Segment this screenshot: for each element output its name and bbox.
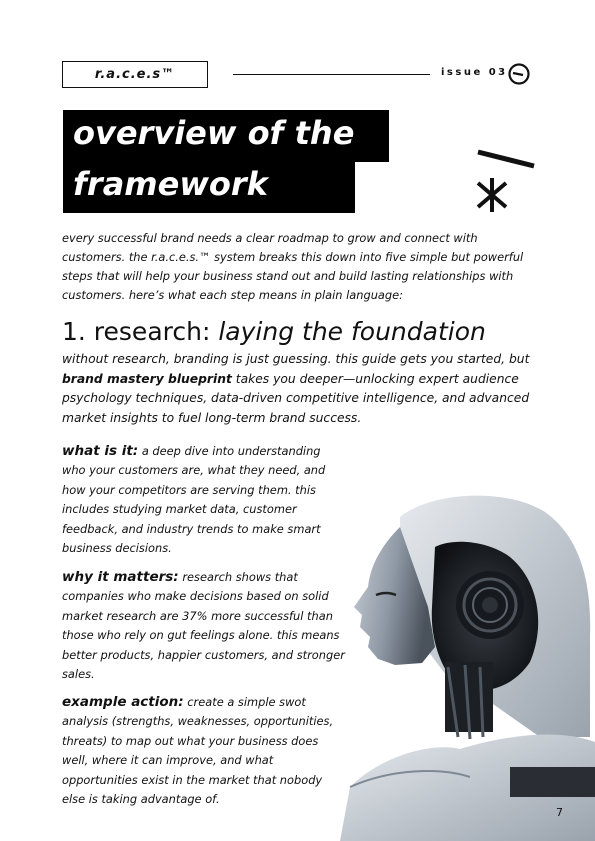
lead-text-bold: brand mastery blueprint (62, 371, 232, 386)
page-title-line-2: framework (63, 161, 355, 213)
block-label: why it matters: (62, 569, 179, 585)
header-rule (233, 74, 430, 75)
why-it-matters-block (62, 568, 345, 684)
block-label: what is it: (62, 443, 139, 459)
lead-text-post: takes you deeper—unlocking expert audience psychology techniques, data-driven competitive intelligence, and advanced market insights to fuel long-term brand success. (62, 371, 530, 425)
page-title-line-1: overview of the (63, 110, 389, 162)
lead-text-pre: without research, branding is just guessing. this guide gets you started, but (62, 352, 530, 366)
block-text: research shows that companies who make decisions based on solid market research are 37% more successful than those who rely on gut feelings alone. this means better products, happier customers, and stronger sales. (62, 570, 345, 682)
section-number: 1. research: (62, 317, 211, 346)
block-text: create a simple swot analysis (strengths, weaknesses, opportunities, threats) to map out what your business does well, where it can improve, and what opportunities exist in the market that nobody else is taking advantage of. (62, 695, 334, 807)
block-text: a deep dive into understanding who your customers are, what they need, and how your competitors are serving them. this includes studying market data, customer feedback, and industry trends to make smart business decisions. (62, 444, 326, 556)
robot-illustration (340, 487, 595, 841)
brand-label: r.a.c.e.s™ (94, 67, 176, 82)
example-action-block (62, 693, 345, 809)
issue-label: issue 03 (441, 67, 508, 78)
block-label: example action: (62, 694, 184, 710)
brand-label-box (62, 61, 208, 88)
intro-paragraph: every successful brand needs a clear roadmap to grow and connect with customers. the r.a.c.e.s.™ system breaks this down into five simple but powerful steps that will help your business stand out and build lasting relationships with customers. here’s what each step means in plain language: (62, 231, 524, 302)
page-number: 7 (556, 806, 563, 819)
asterisk-slash-icon (472, 146, 538, 216)
circle-dash-icon (508, 63, 530, 85)
section-lead (62, 350, 542, 428)
section-heading-text: laying the foundation (218, 317, 486, 346)
what-is-it-block (62, 442, 345, 558)
section-heading (62, 317, 486, 346)
